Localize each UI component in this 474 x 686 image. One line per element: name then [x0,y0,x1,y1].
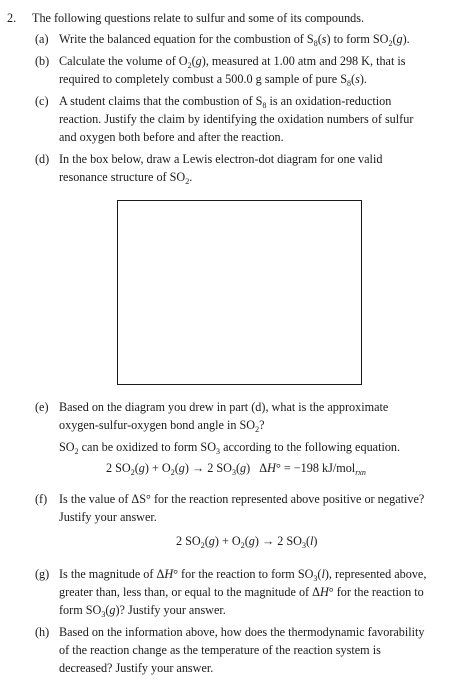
part-a-label: (a) [35,32,49,46]
part-d-label: (d) [35,152,50,166]
part-f-line-2: Justify your answer. [59,510,157,524]
part-h-label: (h) [35,625,50,639]
part-g-line-2: greater than, less than, or equal to the magnitude of ΔH° for the reaction to [59,585,424,599]
part-c-line-2: reaction. Justify the claim by identifying the oxidation numbers of sulfur [59,112,414,126]
part-b-line-1: Calculate the volume of $O_2(g)$, measured at 1.00 atm and 298 K, that is [59,54,406,70]
part-h-line-3: decreased? Justify your answer. [59,661,214,675]
so2-oxidation-statement: $SO_2$ can be oxidized to form $SO_3$ according to the following equation. [59,440,401,456]
equation-so3-gas: 2 $SO_2(g) + O_2(g) \to 2$ $SO_3(g) \Delta H^\circ = -198$ kJ/mol$_{rxn}$ [106,461,366,477]
part-g-label: (g) [35,567,50,581]
part-f-label: (f) [35,492,48,506]
part-g-line-1: Is the magnitude of ΔH° for the reaction to form $SO_3(l)$, represented above, [59,567,427,583]
question-intro: The following questions relate to sulfur and some of its compounds. [32,11,365,25]
part-h-line-2: of the reaction change as the temperature of the reaction system is [59,643,381,657]
equation-so3-liquid: 2 $SO_2(g) + O_2(g) \to 2$ $SO_3(l)$ [176,534,318,550]
part-e-label: (e) [35,400,49,414]
part-f-line-1: Is the value of ΔS° for the reaction represented above positive or negative? [59,492,425,506]
part-c-label: (c) [35,94,49,108]
part-b-line-2: required to completely combust a 500.0 g sample of pure $S_8(s)$. [59,72,367,88]
part-b-label: (b) [35,54,50,68]
lewis-diagram-answer-box[interactable] [117,200,362,385]
part-g-line-3: form $SO_3(g)$? Justify your answer. [59,603,226,619]
question-number: 2. [7,11,17,25]
part-e-line-1: Based on the diagram you drew in part (d), what is the approximate [59,400,389,414]
part-d-line-1: In the box below, draw a Lewis electron-dot diagram for one valid [59,152,383,166]
part-c-line-1: A student claims that the combustion of $S_8$ is an oxidation-reduction [59,94,392,110]
part-e-line-2: oxygen-sulfur-oxygen bond angle in $SO_2$? [59,418,265,434]
part-h-line-1: Based on the information above, how does the thermodynamic favorability [59,625,425,639]
part-d-line-2: resonance structure of $SO_2$. [59,170,193,186]
part-a-text: Write the balanced equation for the combustion of $S_8(s)$ to form $SO_2(g)$. [59,32,410,48]
part-c-line-3: and oxygen both before and after the reaction. [59,130,284,144]
